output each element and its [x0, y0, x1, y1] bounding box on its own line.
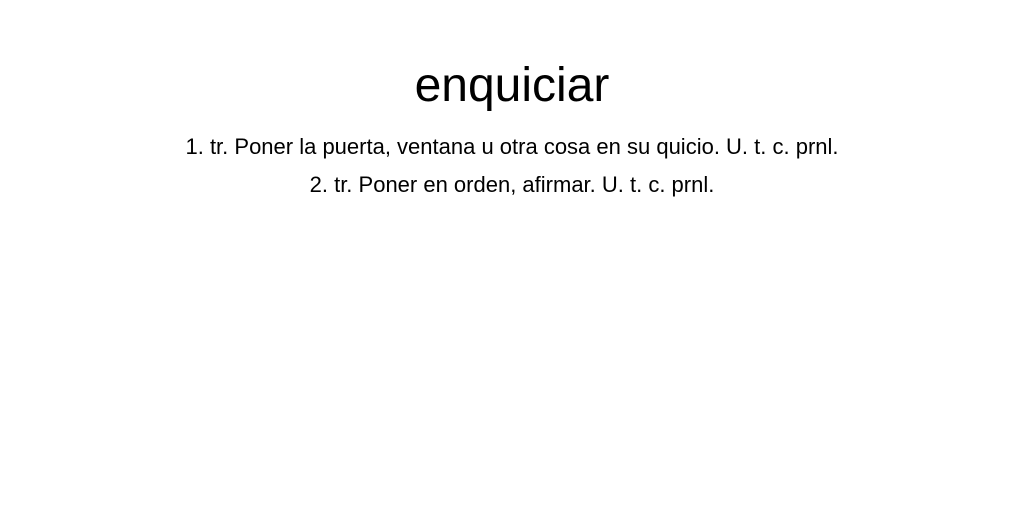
- definition-item-1: 1. tr. Poner la puerta, ventana u otra cosa en su quicio. U. t. c. prnl.: [185, 134, 839, 159]
- definition-item-2: 2. tr. Poner en orden, afirmar. U. t. c. prnl.: [309, 172, 715, 197]
- headword-title: enquiciar: [414, 59, 610, 112]
- definitions-list: [0, 128, 1024, 204]
